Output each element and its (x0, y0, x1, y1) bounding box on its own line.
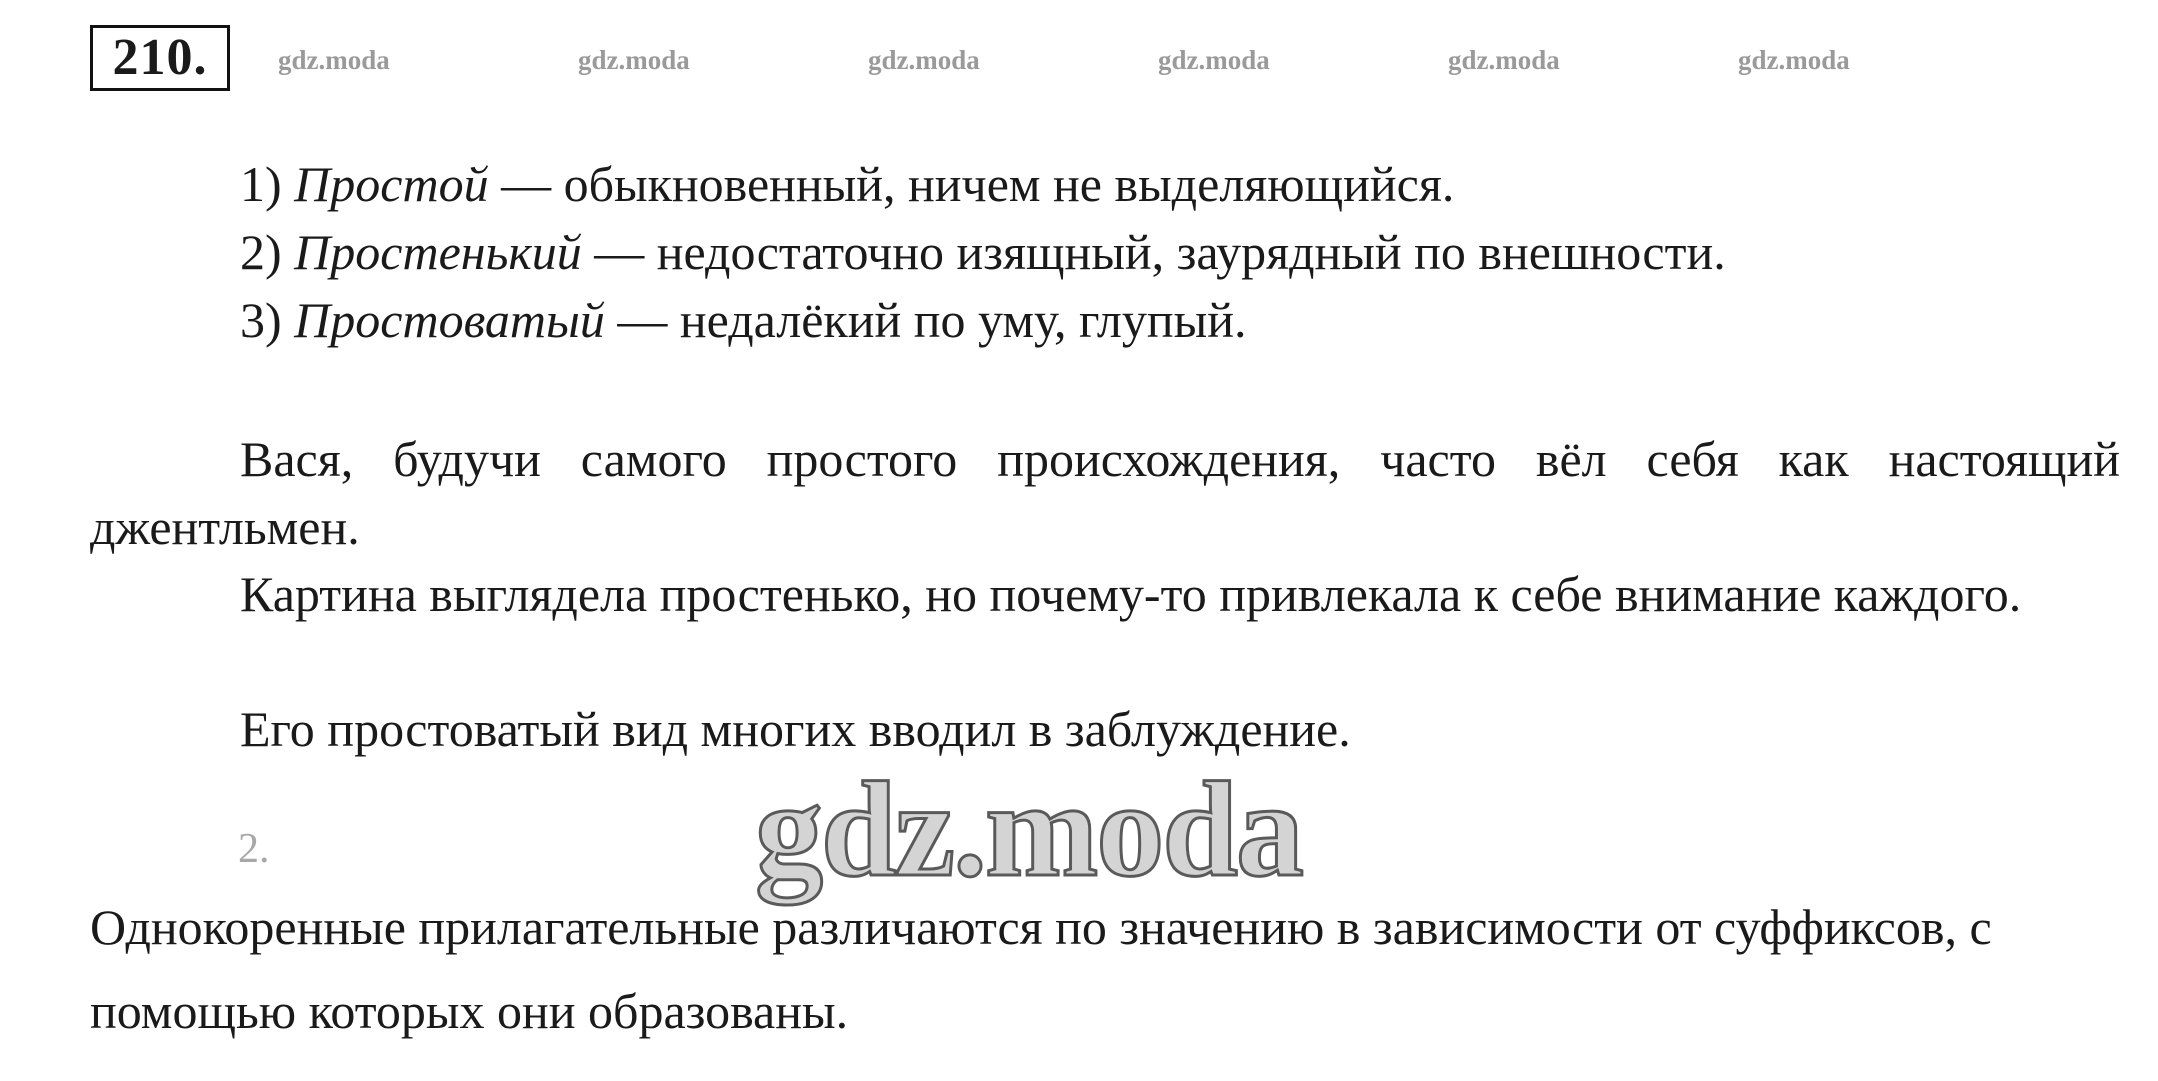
header-watermark: gdz.moda (278, 45, 390, 75)
definition-meaning: — недалёкий по уму, глупый. (604, 292, 1247, 348)
header-watermark: gdz.moda (1158, 45, 1270, 75)
header-watermark: gdz.moda (1448, 45, 1560, 75)
definition-item (240, 286, 1726, 354)
header-watermark: gdz.moda (1738, 45, 1850, 75)
example-sentence: Картина выглядела простенько, но почему-то привлекала к себе внимание каждого. (240, 566, 2022, 622)
definition-number: 3) (240, 292, 282, 348)
definition-number: 1) (240, 156, 282, 212)
definitions-list (240, 150, 1726, 354)
part-label: 2. (238, 826, 270, 872)
definition-number: 2) (240, 224, 282, 280)
definition-meaning: — обыкновенный, ничем не выделяющийся. (488, 156, 1455, 212)
site-watermark-logo: gdz.moda (755, 755, 1302, 905)
definition-item (240, 218, 1726, 286)
definition-meaning: — недостаточно изящный, заурядный по внешности. (581, 224, 1726, 280)
example-sentence: Вася, будучи самого простого происхождения, часто вёл себя как настоящий джентльмен. (90, 431, 2120, 555)
definition-word: Простой (294, 156, 489, 212)
header-watermark: gdz.moda (578, 45, 690, 75)
conclusion-text: Однокоренные прилагательные различаются по значению в зависимости от суффиксов, с помощью которых они образованы. (90, 899, 1992, 1039)
definition-word: Простенький (294, 224, 582, 280)
example-sentence: Его простоватый вид многих вводил в заблуждение. (240, 701, 1351, 757)
definition-item (240, 150, 1726, 218)
header-watermark: gdz.moda (868, 45, 980, 75)
task-number-box: 210. (90, 25, 230, 91)
definition-word: Простоватый (294, 292, 605, 348)
